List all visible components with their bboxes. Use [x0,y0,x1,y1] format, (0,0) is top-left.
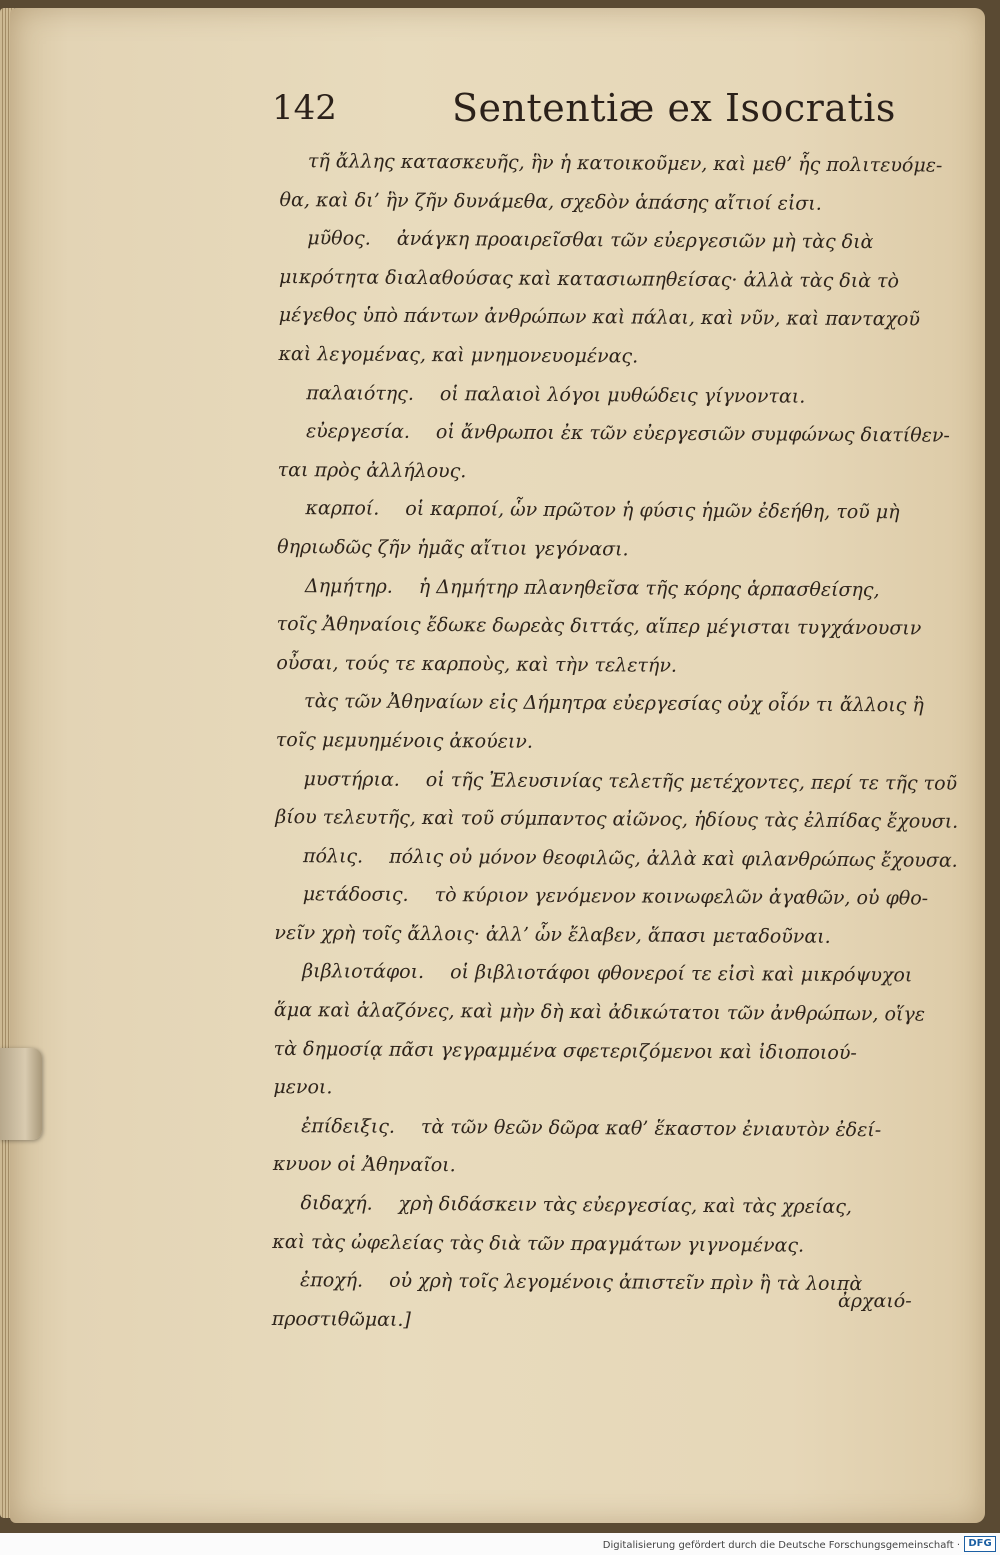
entry-heading: παλαιότης. [306,381,414,405]
line-text: μέγεθος ὑπὸ πάντων ἀνθρώπων καὶ πάλαι, καὶ νῦν, καὶ πανταχοῦ [278,304,921,331]
paragraph [273,952,944,1111]
text-line [275,837,958,880]
text-line [278,335,948,378]
text-line [275,798,959,841]
paragraph [278,412,949,494]
running-title: Sententiæ ex Isocratis [452,86,896,130]
paragraph [275,837,958,880]
text-line [272,1223,942,1266]
line-text: τὰ τῶν θεῶν δῶρα καθ’ ἕκαστον ἐνιαυτὸν ἐδεί- [420,1115,882,1142]
line-text: καὶ τὰς ὠφελείας τὰς διὰ τῶν πραγμάτων γιγνομένας. [272,1230,805,1257]
line-text: οὖσαι, τούς τε καρποὺς, καὶ τὴν τελετήν. [276,651,678,677]
line-text: κνυον οἱ Ἀθηναῖοι. [272,1153,456,1177]
text-line [274,952,944,995]
text-line [274,1030,944,1073]
entry-heading: βιβλιοτάφοι. [302,960,425,984]
line-text: τοῖς μεμυημένοις ἀκούειν. [275,728,533,753]
line-text: θα, καὶ δι’ ἣν ζῆν δυνάμεθα, σχεδὸν ἁπάσης αἴτιοί εἰσι. [279,188,822,215]
text-line [278,451,948,494]
text-line [279,258,949,301]
text-line [273,1068,943,1111]
text-line [278,374,948,417]
footer-bar [0,1533,1000,1555]
text-line [273,1145,943,1188]
line-text: οἱ καρποί, ὧν πρῶτον ἡ φύσις ἡμῶν ἐδεήθη, τοῦ μὴ [405,498,900,524]
text-line [277,489,947,532]
text-line [279,181,949,224]
line-text: οἱ βιβλιοτάφοι φθονεροί τε εἰσὶ καὶ μικρόψυχοι [450,961,913,987]
body-text [271,142,959,1343]
paragraph [276,567,947,687]
line-text: τοῖς Ἀθηναίοις ἔδωκε δωρεὰς διττάς, αἵπερ μέγισται τυγχάνουσιν [276,613,922,640]
line-text: μικρότητα διαλαθούσας καὶ κατασιωπηθείσας· ἀλλὰ τὰς διὰ τὸ [278,265,900,293]
entry-heading: Δημήτηρ. [304,574,393,598]
line-text: τῆ ἄλλης κατασκευῆς, ἣν ἡ κατοικοῦμεν, καὶ μεθ’ ἧς πολιτευόμε- [307,150,943,177]
page-header [272,86,896,138]
dfg-logo: DFG [964,1536,996,1552]
paragraph [272,1184,943,1266]
text-line [276,605,946,648]
paragraph [273,1107,944,1189]
entry-heading: καρποί. [305,497,380,521]
line-text: καὶ λεγομένας, καὶ μνημονευομένας. [278,342,639,368]
line-text: οἱ ἄνθρωποι ἐκ τῶν εὐεργεσιῶν συμφώνως διατίθεν- [435,421,950,447]
paragraph [278,374,948,417]
page-number: 142 [272,88,337,128]
line-text: προστιθῶμαι.] [271,1307,411,1331]
text-line [276,682,946,725]
text-line [275,875,945,918]
line-text: οἱ παλαιοὶ λόγοι μυθώδεις γίγνονται. [439,382,806,408]
entry-heading: μυστήρια. [303,767,400,791]
text-line [276,721,946,764]
text-line [274,991,944,1034]
text-line [279,296,949,339]
entry-heading: μῦθος. [307,227,371,250]
text-line [274,914,944,957]
line-text: νεῖν χρὴ τοῖς ἄλλοις· ἀλλ’ ὧν ἔλαβεν, ἅπασι μεταδοῦναι. [274,921,831,948]
line-text: τὰς τῶν Ἀθηναίων εἰς Δήμητρα εὐεργεσίας οὐχ οἷόν τι ἄλλοις ἢ [304,690,924,717]
text-line [277,528,947,571]
paragraph [277,489,948,571]
footer-credit: Digitalisierung gefördert durch die Deutsche Forschungsgemeinschaft · [602,1540,960,1551]
text-line [279,219,949,262]
line-text: οὐ χρὴ τοῖς λεγομένοις ἀπιστεῖν πρὶν ἢ τὰ λοιπὰ [389,1270,863,1296]
paragraph [279,142,950,224]
entry-heading: εὐεργεσία. [305,420,411,444]
text-line [273,1107,943,1150]
entry-heading: μετάδοσις. [302,883,409,907]
line-text: τὰ δημοσίᾳ πᾶσι γεγραμμένα σφετεριζόμενοι καὶ ἰδιοποιού- [273,1037,857,1064]
paragraph [274,875,945,957]
text-line [275,759,958,802]
line-text: ἀνάγκη προαιρεῖσθαι τῶν εὐεργεσιῶν μὴ τὰς διὰ [396,228,874,254]
catchword: ἀρχαιό- [838,1290,912,1312]
line-text: ται πρὸς ἀλλήλους. [277,458,467,483]
line-text: μενοι. [273,1076,333,1099]
paragraph [276,682,947,764]
line-text: οἱ τῆς Ἐλευσινίας τελετῆς μετέχοντες, περί τε τῆς τοῦ [425,768,958,795]
entry-heading: πόλις. [302,844,364,868]
line-text: χρὴ διδάσκειν τὰς εὐεργεσίας, καὶ τὰς χρείας, [398,1192,852,1219]
text-line [276,644,946,687]
text-line [278,412,948,455]
text-line [277,567,947,610]
text-line [272,1184,942,1227]
text-line [280,142,950,185]
line-text: βίου τελευτῆς, καὶ τοῦ σύμπαντος αἰῶνος, ἡδίους τὰς ἐλπίδας ἔχουσι. [275,806,959,833]
line-text: τὸ κύριον γενόμενον κοινωφελῶν ἀγαθῶν, οὐ φθο- [434,884,929,910]
paragraph [275,759,959,841]
line-text: ἅμα καὶ ἀλαζόνες, καὶ μὴν δὴ καὶ ἀδικώτατοι τῶν ἀνθρώπων, οἵγε [273,999,926,1026]
book-clasp [0,1048,42,1140]
entry-heading: ἐπίδειξις. [301,1115,396,1138]
entry-heading: διδαχή. [300,1192,373,1215]
line-text: θηριωδῶς ζῆν ἡμᾶς αἴτιοι γεγόνασι. [277,535,629,561]
line-text: πόλις οὐ μόνον θεοφιλῶς, ἀλλὰ καὶ φιλανθρώπως ἔχουσα. [389,845,958,872]
paragraph [278,219,949,378]
line-text: ἡ Δημήτηρ πλανηθεῖσα τῆς κόρης ἁρπασθείσης, [418,575,880,601]
entry-heading: ἐποχή. [299,1269,364,1292]
